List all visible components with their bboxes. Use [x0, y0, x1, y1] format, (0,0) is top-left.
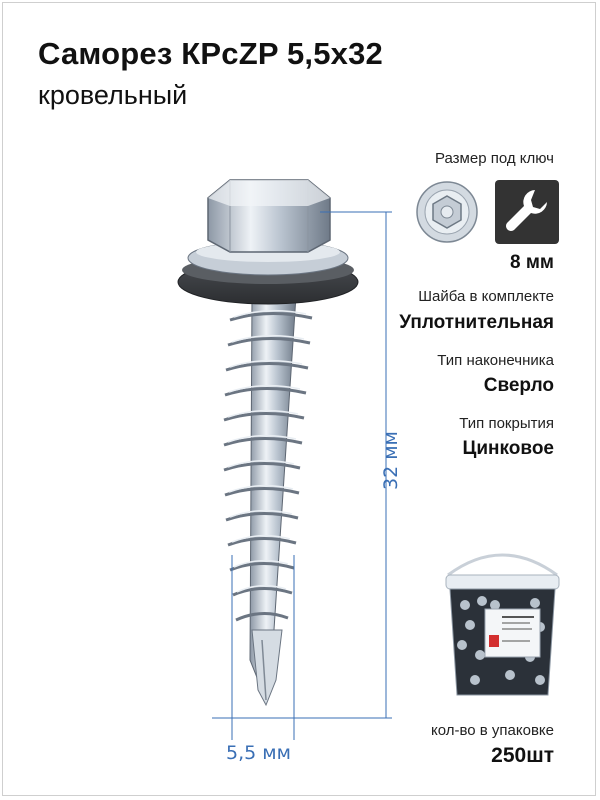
tip-value: Сверло — [483, 375, 554, 396]
package-label: кол-во в упаковке — [430, 722, 554, 739]
length-dimension — [380, 420, 420, 490]
package-value: 250шт — [491, 744, 554, 767]
screw-body — [178, 180, 358, 705]
washer-value: Уплотнительная — [399, 312, 554, 333]
tip-label: Тип наконечника — [437, 352, 554, 369]
hex-head-icon — [415, 180, 479, 244]
length-dimension-label: 32 мм — [380, 431, 402, 490]
key-size-value: 8 мм — [510, 252, 554, 273]
package-bucket-image — [440, 545, 565, 700]
diameter-dimension-label: 5,5 мм — [226, 742, 291, 764]
product-title: Саморез КРсZP 5,5х32 — [38, 36, 383, 71]
washer-label: Шайба в комплекте — [418, 288, 554, 305]
key-size-label: Размер под ключ — [435, 150, 554, 167]
product-subtitle: кровельный — [38, 80, 188, 110]
coating-value: Цинковое — [462, 438, 554, 459]
coating-label: Тип покрытия — [459, 415, 554, 432]
wrench-icon — [495, 180, 559, 244]
